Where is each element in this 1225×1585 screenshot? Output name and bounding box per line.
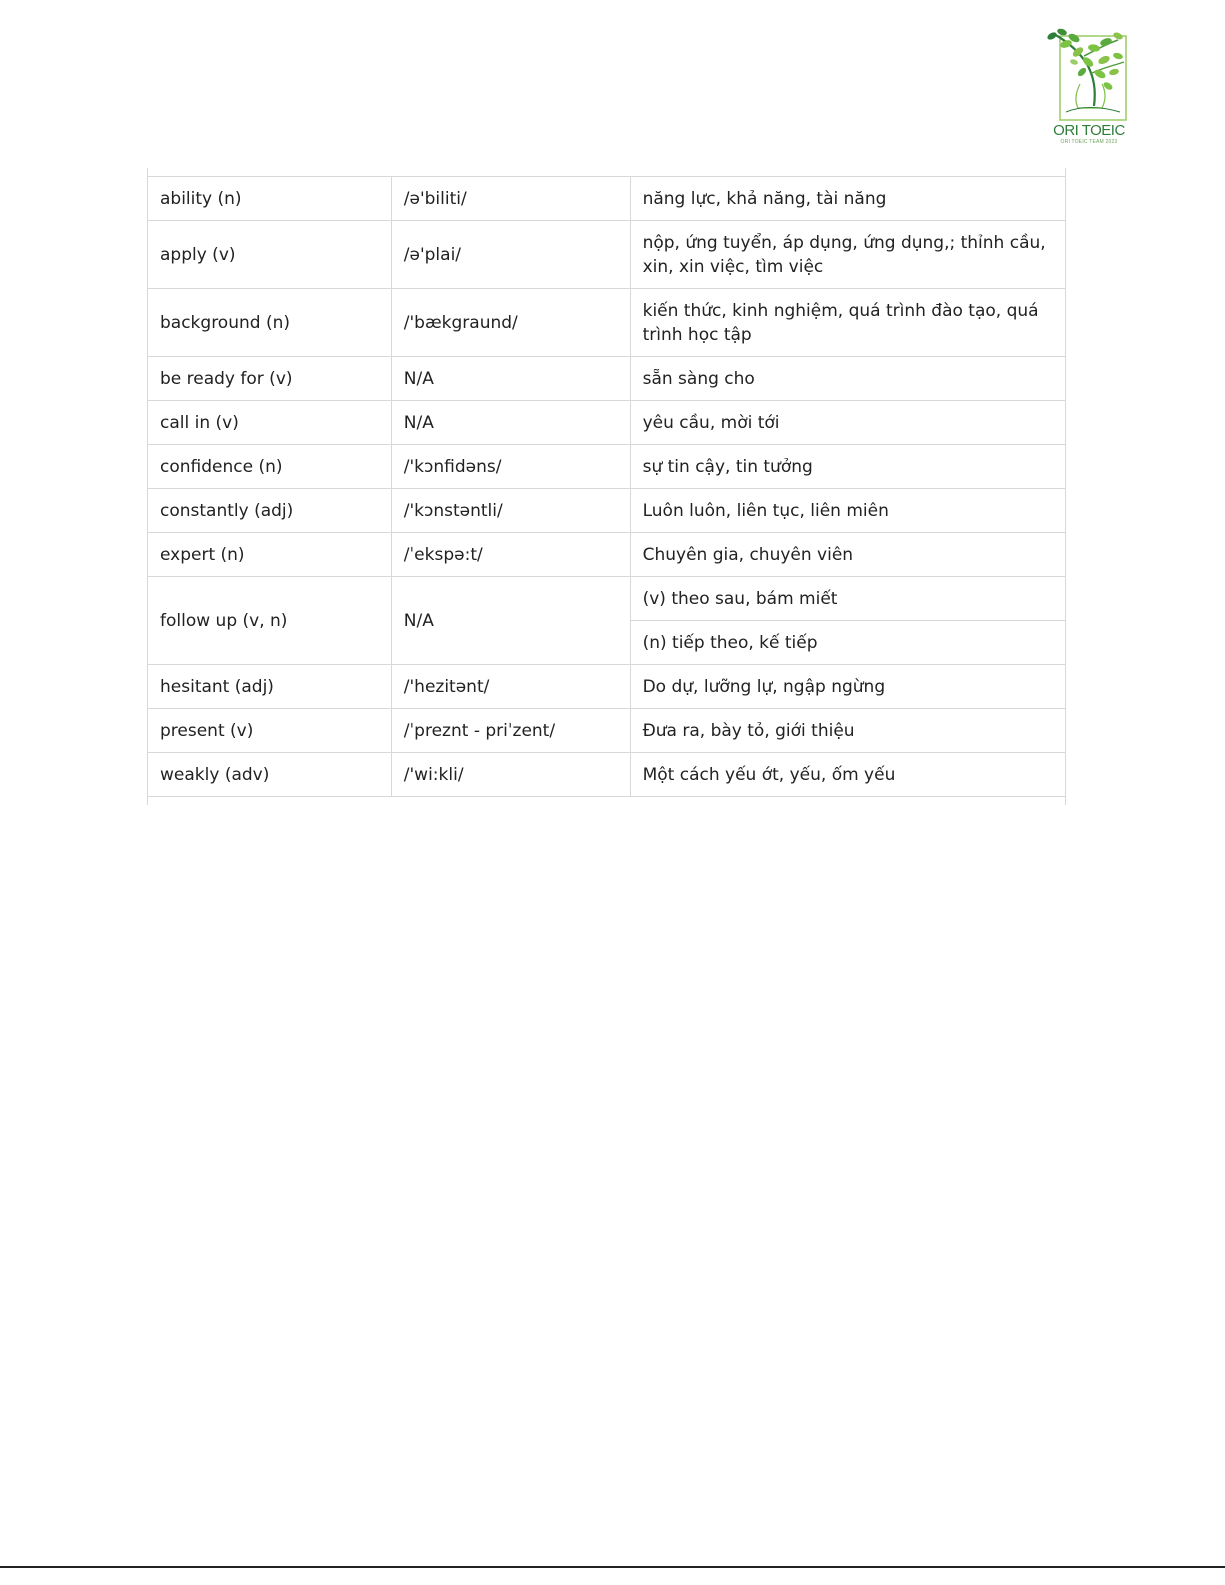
table-row — [148, 665, 1066, 709]
word-cell: background (n) — [148, 289, 392, 357]
table-row — [148, 533, 1066, 577]
meaning-cell: sự tin cậy, tin tưởng — [630, 445, 1065, 489]
word-cell: hesitant (adj) — [148, 665, 392, 709]
word-cell: confidence (n) — [148, 445, 392, 489]
word-cell: present (v) — [148, 709, 392, 753]
table-row — [148, 709, 1066, 753]
table-row — [148, 401, 1066, 445]
word-cell: weakly (adv) — [148, 753, 392, 797]
ipa-cell: /'hezitənt/ — [391, 665, 630, 709]
meaning-cell: Đưa ra, bày tỏ, giới thiệu — [630, 709, 1065, 753]
meaning-cell: (v) theo sau, bám miết — [630, 577, 1065, 621]
meaning-cell: (n) tiếp theo, kế tiếp — [630, 621, 1065, 665]
logo-tagline: ORI TOEIC TEAM 2023 — [1060, 139, 1118, 145]
ipa-cell: /ə'biliti/ — [391, 177, 630, 221]
meaning-cell: Một cách yếu ớt, yếu, ốm yếu — [630, 753, 1065, 797]
page-bottom-rule — [0, 1566, 1225, 1568]
table-row — [148, 221, 1066, 289]
word-cell: ability (n) — [148, 177, 392, 221]
meaning-cell: nộp, ứng tuyển, áp dụng, ứng dụng,; thỉnh cầu, xin, xin việc, tìm việc — [630, 221, 1065, 289]
meaning-cell: yêu cầu, mời tới — [630, 401, 1065, 445]
ori-toeic-logo — [1044, 26, 1134, 148]
meaning-cell: Luôn luôn, liên tục, liên miên — [630, 489, 1065, 533]
table-row — [148, 489, 1066, 533]
ipa-cell: /'kɔnfidəns/ — [391, 445, 630, 489]
meaning-cell: năng lực, khả năng, tài năng — [630, 177, 1065, 221]
ipa-cell: /ˈpreznt - priˈzent/ — [391, 709, 630, 753]
word-cell: apply (v) — [148, 221, 392, 289]
tree-head-emblem — [1044, 26, 1134, 122]
vocabulary-table — [147, 176, 1066, 797]
ipa-cell: N/A — [391, 577, 630, 665]
ipa-cell: /'bækgraund/ — [391, 289, 630, 357]
meaning-cell: Chuyên gia, chuyên viên — [630, 533, 1065, 577]
word-cell: call in (v) — [148, 401, 392, 445]
word-cell: expert (n) — [148, 533, 392, 577]
table-row — [148, 289, 1066, 357]
word-cell: be ready for (v) — [148, 357, 392, 401]
word-cell: follow up (v, n) — [148, 577, 392, 665]
table-row — [148, 357, 1066, 401]
ipa-cell: /ə'plai/ — [391, 221, 630, 289]
meaning-cell: sẵn sàng cho — [630, 357, 1065, 401]
meaning-cell: Do dự, lưỡng lự, ngập ngừng — [630, 665, 1065, 709]
table-row — [148, 177, 1066, 221]
ipa-cell: /'wi:kli/ — [391, 753, 630, 797]
table-row — [148, 577, 1066, 621]
table-continuation-bottom — [147, 796, 1066, 805]
ipa-cell: /ˈekspə:t/ — [391, 533, 630, 577]
table-row — [148, 445, 1066, 489]
ipa-cell: /'kɔnstəntli/ — [391, 489, 630, 533]
word-cell: constantly (adj) — [148, 489, 392, 533]
ipa-cell: N/A — [391, 401, 630, 445]
logo-name: ORI TOEIC — [1053, 122, 1125, 139]
meaning-cell: kiến thức, kinh nghiệm, quá trình đào tạo, quá trình học tập — [630, 289, 1065, 357]
table-row — [148, 753, 1066, 797]
ipa-cell: N/A — [391, 357, 630, 401]
